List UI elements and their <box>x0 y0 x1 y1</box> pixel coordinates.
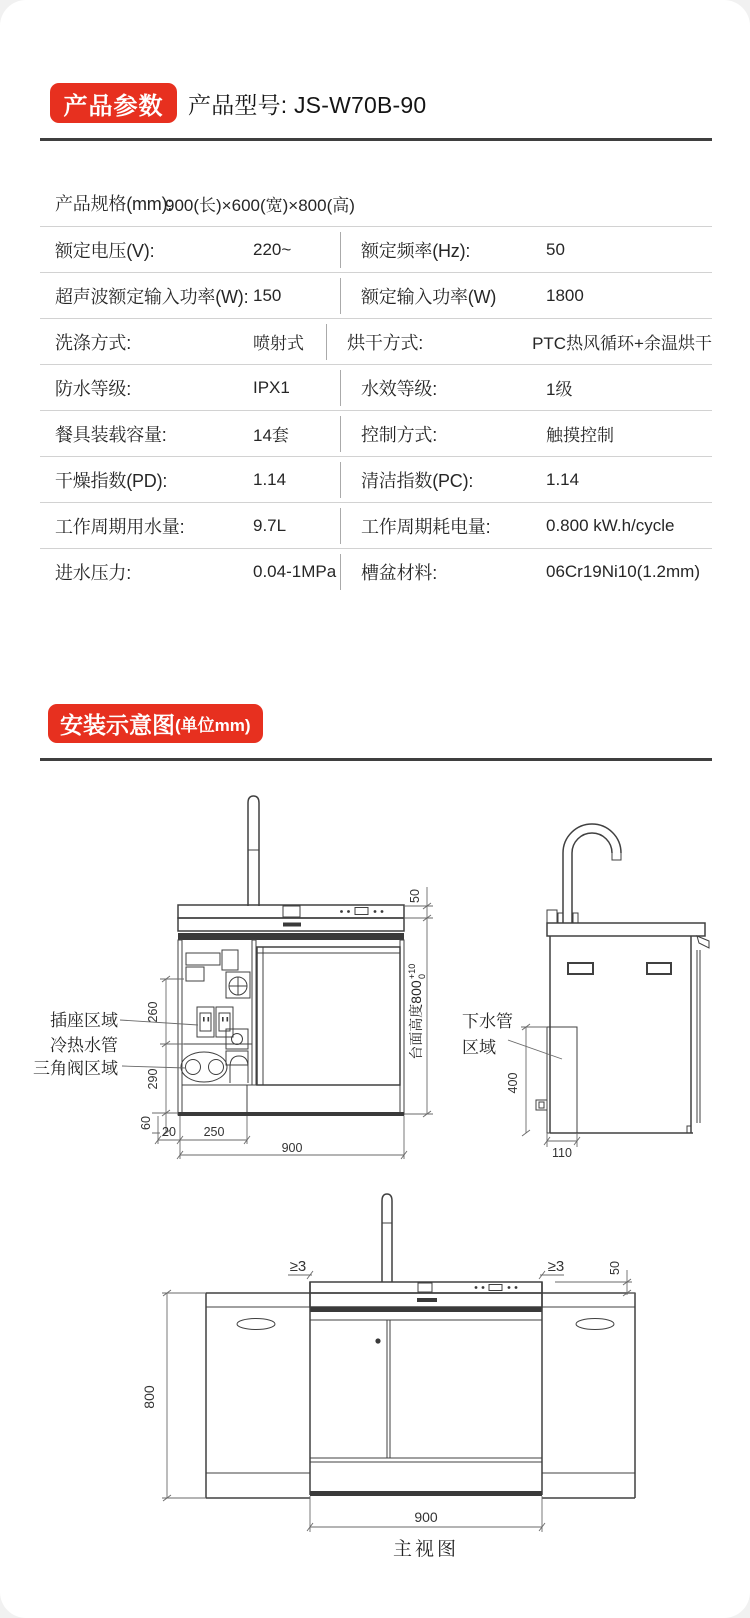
dim-110: 110 <box>552 1146 572 1160</box>
spec-value: 150 <box>253 285 282 305</box>
spec-value: 1800 <box>546 285 584 305</box>
spec-value: 喷射式 <box>253 334 304 353</box>
spec-value: 触摸控制 <box>546 426 614 445</box>
spec-label: 控制方式: <box>361 424 438 445</box>
dim-900-front: 900 <box>414 1509 438 1525</box>
dim-gap-left: ≥3 <box>289 1258 307 1275</box>
table-row <box>40 226 712 272</box>
install-diagram-badge <box>48 704 263 743</box>
drain-pipe-label-line2: 区域 <box>462 1038 496 1057</box>
spec-label: 进水压力: <box>55 562 132 583</box>
product-params-badge-label: 产品参数 <box>63 92 164 120</box>
spec-value: 900(长)×600(宽)×800(高) <box>165 195 355 215</box>
vent-slot <box>568 963 593 974</box>
spec-value: 220~ <box>253 239 292 259</box>
spec-cell <box>40 319 326 364</box>
spec-label: 产品规格(mm): <box>55 194 173 214</box>
dim-400: 400 <box>506 1072 520 1094</box>
left-side-cabinet <box>206 1293 310 1498</box>
spec-cell <box>40 227 340 272</box>
product-model-label: 产品型号: JS-W70B-90 <box>188 91 427 118</box>
spec-label: 槽盆材料: <box>361 562 438 583</box>
spec-label: 额定电压(V): <box>55 240 155 261</box>
dim-50: 50 <box>408 889 422 903</box>
table-row <box>40 410 712 456</box>
dim-290: 290 <box>146 1068 160 1090</box>
dim-260: 260 <box>146 1001 160 1023</box>
drain-pipe-label-line1: 下水管 <box>462 1012 513 1031</box>
dim-50-front: 50 <box>608 1261 622 1275</box>
section-divider <box>40 758 712 761</box>
spec-label: 干燥指数(PD): <box>55 470 168 491</box>
spec-cell <box>340 278 712 314</box>
spec-cell <box>40 503 340 548</box>
faucet-outline <box>248 796 259 906</box>
control-panel <box>355 908 368 915</box>
spec-value: IPX1 <box>253 377 290 397</box>
spec-cell <box>40 273 340 318</box>
spec-cell <box>340 232 712 268</box>
vent-slot <box>647 963 671 974</box>
table-row <box>40 318 712 364</box>
spec-value: 1级 <box>546 380 573 399</box>
spec-label: 超声波额定输入功率(W): <box>55 286 249 307</box>
door-handle-dot <box>375 1338 380 1343</box>
section-divider <box>40 138 712 141</box>
spec-cell <box>40 365 340 410</box>
front-view-diagram <box>141 1194 636 1560</box>
spec-label: 水效等级: <box>361 378 438 399</box>
spec-cell <box>340 508 712 544</box>
cabinet-handle <box>576 1319 614 1330</box>
spec-value: 1.14 <box>546 469 580 489</box>
spec-cell <box>40 180 355 226</box>
spec-value: 50 <box>546 239 565 259</box>
spec-label: 防水等级: <box>55 378 132 399</box>
countertop <box>178 905 404 918</box>
dim-gap-right: ≥3 <box>547 1258 565 1275</box>
table-row <box>40 502 712 548</box>
table-row <box>40 548 712 594</box>
dim-20: 20 <box>162 1125 176 1139</box>
dim-800: 800 <box>141 1385 157 1409</box>
spec-cell <box>326 324 712 360</box>
control-band <box>310 1282 542 1293</box>
cabinet-left-wall <box>178 940 182 1115</box>
spec-label: 洗涤方式: <box>55 332 132 353</box>
counter-height-dim <box>407 964 427 1060</box>
spec-value: 0.800 kW.h/cycle <box>546 515 675 535</box>
dim-250: 250 <box>203 1125 225 1139</box>
spec-value: 9.7L <box>253 515 287 535</box>
spec-label: 烘干方式: <box>347 332 424 353</box>
right-side-cabinet <box>542 1293 635 1498</box>
spec-value: PTC热风循环+余温烘干 <box>532 334 712 353</box>
spec-value: 06Cr19Ni10(1.2mm) <box>546 561 700 581</box>
control-panel <box>489 1285 502 1291</box>
spec-cell <box>340 554 712 590</box>
spec-cell <box>340 370 712 406</box>
table-row <box>40 180 712 226</box>
dim-60: 60 <box>139 1116 153 1130</box>
product-params-badge <box>50 83 177 123</box>
faucet-outline <box>382 1194 392 1282</box>
dishwasher-door <box>257 947 400 1085</box>
spec-label: 餐具装载容量: <box>55 424 167 445</box>
table-row <box>40 364 712 410</box>
spec-label: 工作周期耗电量: <box>361 516 491 537</box>
spec-cell <box>340 416 712 452</box>
install-diagram-badge-label: 安装示意图 <box>60 712 175 738</box>
spec-cell <box>40 411 340 456</box>
spec-label: 额定输入功率(W) <box>361 286 497 307</box>
counter-height-label: 台面高度800 <box>408 980 424 1060</box>
socket-area-label: 插座区域 <box>50 1011 118 1030</box>
hot-cold-pipes-label: 冷热水管 <box>50 1036 118 1055</box>
side-cutaway-diagram <box>33 796 433 1159</box>
side-profile-diagram <box>462 824 709 1160</box>
installation-diagram <box>0 775 750 1575</box>
countertop <box>547 923 705 936</box>
cabinet-handle <box>237 1319 275 1330</box>
valve-zone <box>181 1052 227 1082</box>
spec-label: 工作周期用水量: <box>55 516 185 537</box>
spec-value: 1.14 <box>253 469 287 489</box>
spec-value: 0.04-1MPa <box>253 561 337 581</box>
spec-cell <box>40 549 340 594</box>
drain-pipe-zone <box>547 1027 577 1133</box>
spec-label: 额定频率(Hz): <box>361 240 471 261</box>
tolerance-lower: 0 <box>417 973 427 979</box>
install-diagram-unit-label: (单位mm) <box>175 716 251 735</box>
spec-label: 清洁指数(PC): <box>361 470 474 491</box>
spec-cell <box>40 457 340 502</box>
dim-900: 900 <box>281 1141 303 1155</box>
spec-table <box>40 180 712 594</box>
spec-value: 14套 <box>253 426 289 445</box>
table-row <box>40 272 712 318</box>
tolerance-upper: +10 <box>407 963 417 979</box>
front-view-caption: 主视图 <box>392 1539 460 1560</box>
angle-valve-area-label: 三角阀区域 <box>33 1059 118 1078</box>
spec-cell <box>340 462 712 498</box>
table-row <box>40 456 712 502</box>
